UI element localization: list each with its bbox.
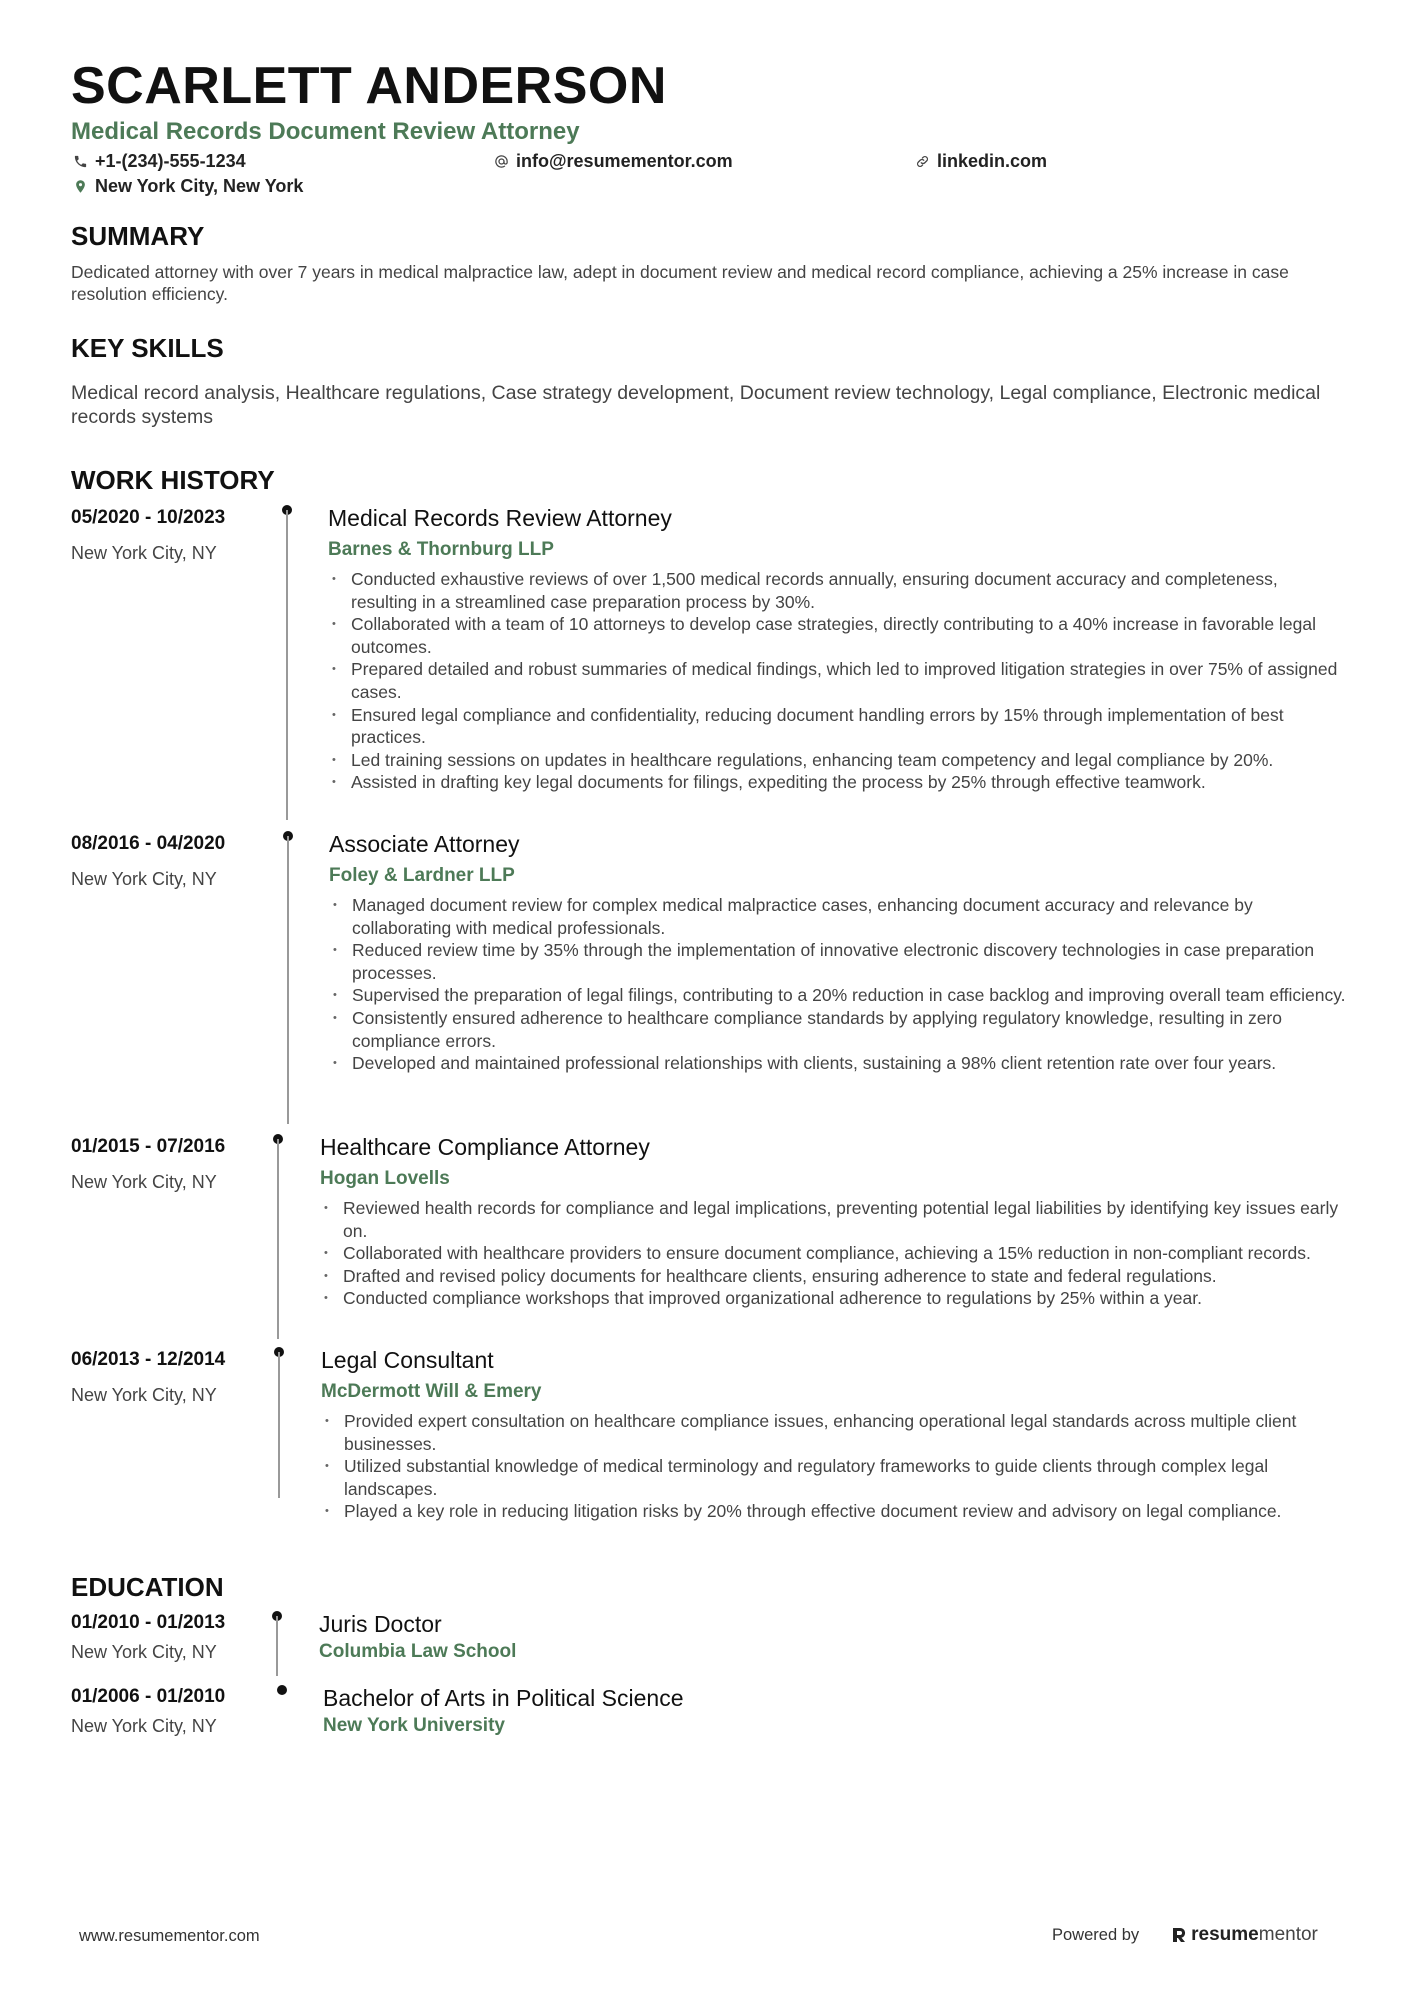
job-dates: 08/2016 - 04/2020 [71, 833, 226, 854]
list-item: • Assisted in drafting key legal documents for filings, expediting the process by 25% through effective teamwork. [328, 771, 1348, 794]
list-item: • Supervised the preparation of legal filings, contributing to a 20% reduction in case backlog and improving overall team efficiency. [329, 984, 1349, 1007]
link-icon [913, 152, 931, 170]
list-item: • Managed document review for complex medical malpractice cases, enhancing document accuracy and relevance by collaborating with medical professionals. [329, 894, 1349, 939]
timeline-line [287, 836, 289, 1124]
candidate-name: SCARLETT ANDERSON [71, 57, 667, 115]
job-company: Foley & Lardner LLP [329, 865, 515, 886]
list-item: • Reviewed health records for compliance and legal implications, preventing potential legal liabilities by identifying key issues early on. [320, 1197, 1350, 1242]
job-bullets [320, 1197, 1350, 1310]
job-location: New York City, NY [71, 1385, 217, 1405]
location-text: New York City, New York [95, 176, 304, 196]
job-bullets [329, 894, 1349, 1075]
edu-dates: 01/2010 - 01/2013 [71, 1612, 226, 1633]
edu-dates: 01/2006 - 01/2010 [71, 1686, 226, 1707]
list-item: • Played a key role in reducing litigation risks by 20% through effective document review and advisory on legal compliance. [321, 1500, 1321, 1523]
contact-email [492, 150, 733, 172]
job-dates: 05/2020 - 10/2023 [71, 507, 226, 528]
job-title: Associate Attorney [329, 831, 520, 857]
list-item: • Conducted exhaustive reviews of over 1,500 medical records annually, ensuring document accuracy and completeness, resulting in a streamlined case preparation process by 30%. [328, 568, 1348, 613]
brand-light: mentor [1258, 1924, 1318, 1945]
edu-school: New York University [323, 1715, 505, 1736]
summary-text: Dedicated attorney with over 7 years in medical malpractice law, adept in document review and medical record compliance, achieving a 25% increase in case resolution efficiency. [71, 262, 1289, 304]
job-company: Hogan Lovells [320, 1168, 450, 1189]
work-history-heading: WORK HISTORY [71, 465, 275, 495]
job-title: Medical Records Review Attorney [328, 505, 672, 531]
job-title: Healthcare Compliance Attorney [320, 1134, 650, 1160]
job-location: New York City, NY [71, 869, 217, 889]
list-item: • Provided expert consultation on healthcare compliance issues, enhancing operational legal standards across multiple client businesses. [321, 1410, 1321, 1455]
edu-location: New York City, NY [71, 1716, 217, 1736]
list-item: • Drafted and revised policy documents for healthcare clients, ensuring adherence to state and federal regulations. [320, 1265, 1350, 1288]
edu-degree: Juris Doctor [319, 1611, 442, 1637]
powered-by-label: Powered by [1052, 1925, 1140, 1944]
brand-bold: resume [1191, 1924, 1259, 1945]
list-item: • Conducted compliance workshops that improved organizational adherence to regulations by 25% within a year. [320, 1287, 1350, 1310]
timeline-line [286, 510, 288, 820]
contact-phone [71, 150, 246, 172]
linkedin-text[interactable]: linkedin.com [937, 151, 1048, 171]
list-item: • Ensured legal compliance and confidentiality, reducing document handling errors by 15% through implementation of best practices. [328, 704, 1348, 749]
list-item: • Developed and maintained professional relationships with clients, sustaining a 98% client retention rate over four years. [329, 1052, 1349, 1075]
job-bullets [321, 1410, 1321, 1523]
job-dates: 06/2013 - 12/2014 [71, 1349, 226, 1370]
job-location: New York City, NY [71, 543, 217, 563]
list-item: • Led training sessions on updates in healthcare regulations, enhancing team competency and legal compliance by 20%. [328, 749, 1348, 772]
edu-school: Columbia Law School [319, 1641, 517, 1662]
phone-text: +1-(234)-555-1234 [95, 151, 246, 171]
brand-logo[interactable] [1171, 1924, 1318, 1946]
timeline-line [277, 1139, 279, 1339]
email-text[interactable]: info@resumementor.com [516, 151, 733, 171]
job-dates: 01/2015 - 07/2016 [71, 1136, 226, 1157]
brand-logo-icon [1171, 1926, 1187, 1944]
skills-heading: KEY SKILLS [71, 333, 224, 363]
summary-heading: SUMMARY [71, 221, 205, 251]
contact-location [71, 175, 303, 197]
candidate-title: Medical Records Document Review Attorney [71, 118, 580, 145]
phone-icon [71, 152, 89, 170]
skills-text: Medical record analysis, Healthcare regulations, Case strategy development, Document review technology, Legal compliance, Electronic medical records systems [71, 382, 1321, 428]
timeline-line [278, 1352, 280, 1498]
list-item: • Consistently ensured adherence to healthcare compliance standards by applying regulatory knowledge, resulting in zero compliance errors. [329, 1007, 1349, 1052]
education-heading: EDUCATION [71, 1572, 224, 1602]
edu-degree: Bachelor of Arts in Political Science [323, 1685, 684, 1711]
list-item: • Utilized substantial knowledge of medical terminology and regulatory frameworks to guide clients through complex legal landscapes. [321, 1455, 1321, 1500]
timeline-line [276, 1616, 278, 1676]
list-item: • Collaborated with a team of 10 attorneys to develop case strategies, directly contributing to a 40% increase in favorable legal outcomes. [328, 613, 1348, 658]
job-bullets [328, 568, 1348, 794]
list-item: • Collaborated with healthcare providers to ensure document compliance, achieving a 15% reduction in non-compliant records. [320, 1242, 1350, 1265]
job-title: Legal Consultant [321, 1347, 494, 1373]
location-pin-icon [71, 177, 89, 195]
edu-location: New York City, NY [71, 1642, 217, 1662]
list-item: • Reduced review time by 35% through the implementation of innovative electronic discovery technologies in case preparation processes. [329, 939, 1349, 984]
timeline-dot [277, 1685, 287, 1695]
list-item: • Prepared detailed and robust summaries of medical findings, which led to improved litigation strategies in over 75% of assigned cases. [328, 658, 1348, 703]
at-icon [492, 152, 510, 170]
footer-website[interactable]: www.resumementor.com [79, 1927, 260, 1945]
job-company: McDermott Will & Emery [321, 1381, 542, 1402]
job-company: Barnes & Thornburg LLP [328, 539, 554, 560]
job-location: New York City, NY [71, 1172, 217, 1192]
contact-linkedin [913, 150, 1047, 172]
footer-powered-by [1052, 1924, 1318, 1946]
